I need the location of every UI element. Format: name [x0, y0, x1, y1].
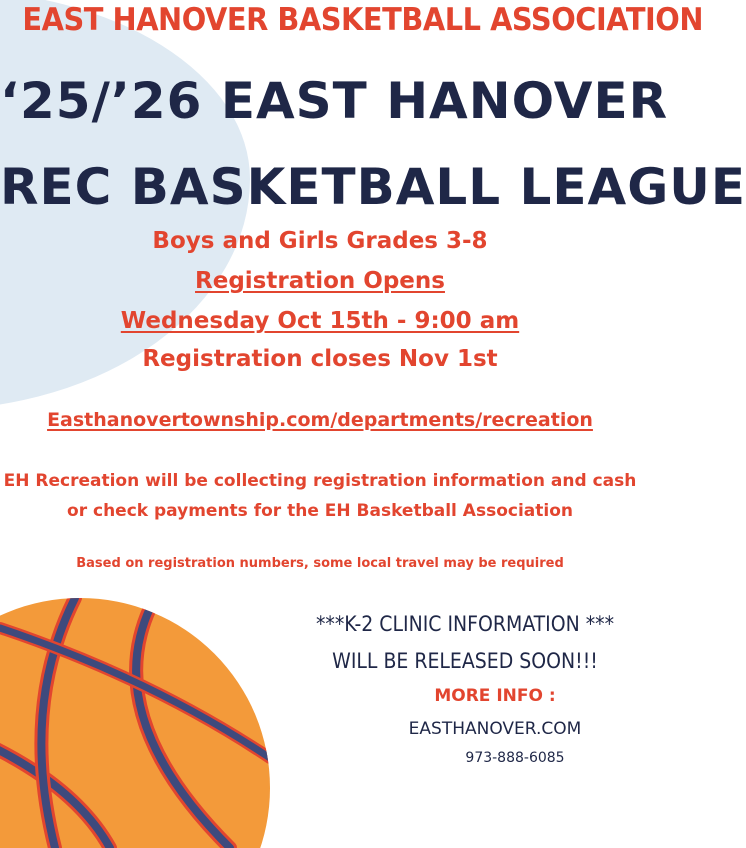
collection-line-1: EH Recreation will be collecting registration information and cash [3, 471, 637, 491]
basketball-icon [0, 588, 280, 848]
url-wrap [0, 409, 640, 431]
clinic-line-1: ***K-2 CLINIC INFORMATION *** [315, 612, 615, 636]
collection-line-2: or check payments for the EH Basketball Association [67, 501, 573, 521]
registration-date-wrap [0, 306, 640, 336]
more-info-label: MORE INFO : [434, 686, 556, 706]
grades-text: Boys and Girls Grades 3-8 [152, 228, 488, 254]
travel-note: Based on registration numbers, some local travel may be required [76, 556, 564, 571]
collection-text [0, 466, 640, 526]
website-text: EASTHANOVER.COM [408, 719, 582, 739]
registration-opens-label: Registration Opens [195, 268, 445, 294]
association-title: EAST HANOVER BASKETBALL ASSOCIATION [22, 2, 704, 38]
registration-closes: Registration closes Nov 1st [142, 346, 498, 372]
registration-opens-wrap [0, 266, 640, 296]
registration-opens-date: Wednesday Oct 15th - 9:00 am [120, 308, 520, 334]
headline-line-2: REC BASKETBALL LEAGUE [0, 158, 746, 216]
phone-number: 973-888-6085 [465, 750, 565, 766]
headline-line-1: ‘25/’26 EAST HANOVER [0, 72, 669, 130]
recreation-link[interactable]: Easthanovertownship.com/departments/recreation [47, 409, 593, 431]
clinic-line-2: WILL BE RELEASED SOON!!! [332, 649, 598, 673]
